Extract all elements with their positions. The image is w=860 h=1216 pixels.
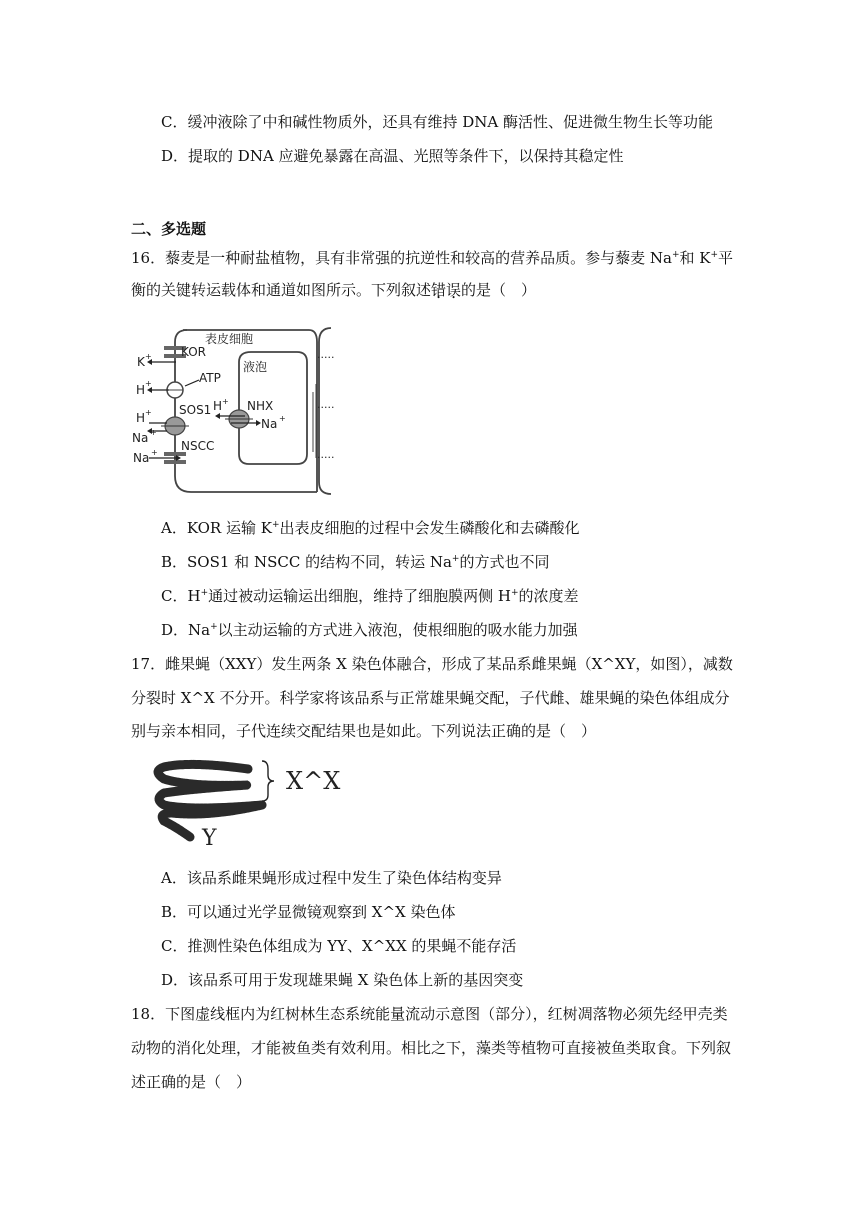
q17-stem-line3: 别与亲本相同，子代连续交配结果也是如此。下列说法正确的是（ ）: [131, 722, 597, 740]
na-ion-plus: +: [151, 448, 158, 457]
q17-option-c: C．推测性染色体组成为 YY、X^XX 的果蝇不能存活: [161, 937, 517, 955]
q16-stem-line1: [131, 247, 733, 268]
option-text: D．Na: [161, 621, 211, 639]
h-ion-plus: +: [145, 408, 152, 417]
q16-option-b: [161, 551, 549, 572]
plus-sup: +: [710, 250, 719, 260]
nhx-label: NHX: [247, 399, 274, 413]
k-ion-label: K: [137, 355, 145, 369]
q16-option-d: [161, 619, 578, 640]
option-text: C．H: [161, 587, 201, 605]
h-arrowhead: [215, 413, 220, 419]
q16-option-c: [161, 585, 579, 606]
q16-transport-figure: [131, 322, 341, 497]
option-text: 通过被动运输运出细胞，维持了细胞膜两侧 H: [208, 587, 511, 605]
q16-stem-text: 的是（ ）: [461, 281, 537, 299]
plus-sup: +: [271, 520, 280, 530]
option-text: B．SOS1 和 NSCC 的结构不同，转运 Na: [161, 553, 452, 571]
plus-sup: +: [510, 588, 519, 598]
q17-option-d: D．该品系可用于发现雄果蝇 X 染色体上新的基因突变: [161, 971, 524, 989]
q15-option-d: D．提取的 DNA 应避免暴露在高温、光照等条件下，以保持其稳定性: [161, 147, 624, 165]
nscc-channel: [164, 460, 186, 464]
q17-stem-line1: 17．雌果蝇（XXY）发生两条 X 染色体融合，形成了某品系雌果蝇（X^XY，如图），减数: [131, 655, 733, 673]
q16-stem-text: 和 K: [679, 249, 711, 267]
q16-stem-text: 16．藜麦是一种耐盐植物，具有非常强的抗逆性和较高的营养品质。参与藜麦 Na: [131, 249, 672, 267]
nscc-label: NSCC: [181, 439, 215, 453]
h-ion-label: H: [136, 411, 146, 425]
q16-stem-text: 平: [718, 249, 734, 267]
atp-label: ATP: [199, 371, 221, 385]
q15-option-c: C．缓冲液除了中和碱性物质外，还具有维持 DNA 酶活性、促进微生物生长等功能: [161, 113, 714, 131]
option-text: 的浓度差: [518, 587, 579, 605]
emphasis-char: 误: [446, 281, 462, 299]
vacuole-label: 液泡: [243, 360, 268, 374]
xx-chromosome: [158, 764, 262, 808]
q17-stem-line2: 分裂时 X^X 不分开。科学家将该品系与正常雄果蝇交配，子代雌、雄果蝇的染色体组成分: [131, 689, 730, 707]
atp-arrow: [185, 380, 199, 386]
section-title: 二、多选题: [131, 220, 207, 238]
na-ion-label: Na: [133, 451, 150, 465]
plus-sup: +: [200, 588, 209, 598]
plus-sup: +: [671, 250, 680, 260]
plus-sup: +: [210, 622, 218, 632]
kor-label: KOR: [181, 345, 206, 359]
h-ion-label: H: [213, 399, 223, 413]
h-ion-label: H: [136, 383, 146, 397]
option-text: 出表皮细胞的过程中会发生磷酸化和去磷酸化: [279, 519, 580, 537]
q16-stem-line2: [131, 279, 536, 300]
q17-option-a: A．该品系雌果蝇形成过程中发生了染色体结构变异: [161, 869, 502, 887]
q16-stem-text: 衡的关键转运载体和通道如图所示。下列叙述: [131, 281, 432, 299]
xx-label: X^X: [286, 767, 341, 795]
k-ion-plus: +: [145, 352, 152, 361]
option-text: 的方式也不同: [459, 553, 550, 571]
h-ion-plus: +: [145, 379, 152, 388]
h-ion-plus: +: [222, 397, 229, 406]
q18-stem-line1: 18．下图虚线框内为红树林生态系统能量流动示意图（部分），红树凋落物必须先经甲壳类: [131, 1005, 728, 1023]
plus-sup: +: [451, 554, 460, 564]
q18-stem-line2: 动物的消化处理，才能被鱼类有效利用。相比之下，藻类等植物可直接被鱼类取食。下列叙: [131, 1039, 732, 1057]
y-label: Y: [202, 826, 217, 851]
na-ion-label: Na: [132, 431, 149, 445]
emphasis-char: 错: [431, 281, 447, 299]
brace: [262, 761, 274, 801]
sos1-label: SOS1: [179, 403, 212, 417]
option-text: A．KOR 运输 K: [161, 519, 272, 537]
q18-stem-line3: 述正确的是（ ）: [131, 1073, 252, 1091]
q17-option-b: B．可以通过光学显微镜观察到 X^X 染色体: [161, 903, 456, 921]
q16-option-a: [161, 517, 580, 538]
cell-label: 表皮细胞: [205, 332, 254, 346]
na-ion-plus: +: [279, 414, 286, 423]
na-ion-plus: +: [150, 428, 157, 437]
option-text: 以主动运输的方式进入液泡，使根细胞的吸水能力加强: [217, 621, 578, 639]
neighbor-dots: .....: [317, 448, 335, 461]
q17-chromosome-figure: [150, 757, 350, 853]
neighbor-dots: .....: [317, 398, 335, 411]
na-ion-label: Na: [261, 417, 278, 431]
neighbor-dots: .....: [317, 348, 335, 361]
